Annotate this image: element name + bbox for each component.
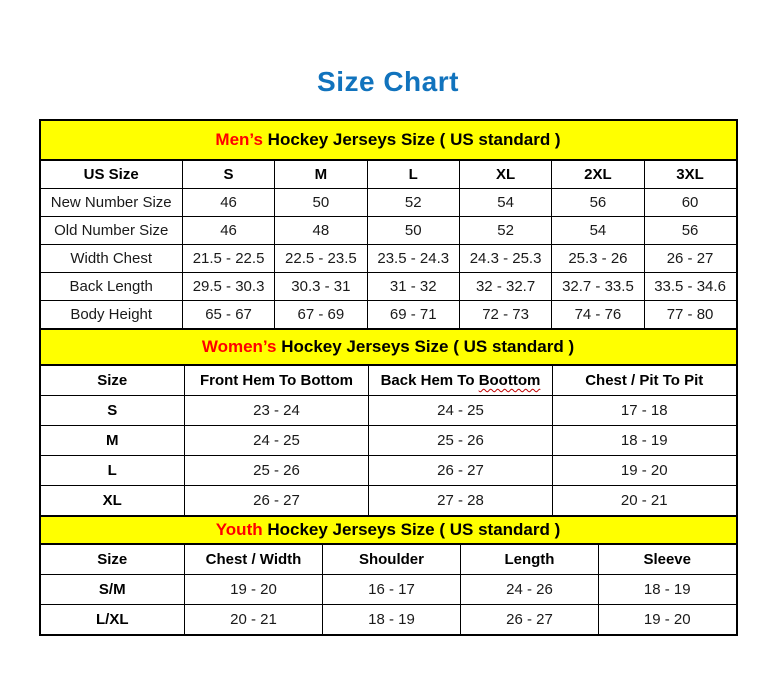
men-data-row [40, 245, 737, 273]
data-cell: 60 [644, 189, 736, 217]
data-cell: 46 [182, 189, 274, 217]
data-cell: 26 - 27 [644, 245, 736, 273]
data-cell: 46 [182, 217, 274, 245]
womens-banner-highlight: Women’s [201, 337, 277, 356]
data-cell: 31 - 32 [367, 273, 459, 301]
womens-banner-row [40, 329, 737, 365]
men-column-header-row [40, 160, 737, 189]
column-header: Front Hem To Bottom [184, 365, 368, 396]
mens-banner-highlight: Men’s [215, 130, 263, 149]
data-cell: 18 - 19 [552, 426, 736, 456]
youth-banner-highlight: Youth [215, 520, 263, 539]
data-cell: 23 - 24 [184, 396, 368, 426]
data-cell: 65 - 67 [182, 301, 274, 330]
youth-banner [40, 516, 737, 544]
youth-banner-text: Hockey Jerseys Size ( US standard ) [262, 520, 561, 539]
data-cell: 48 [275, 217, 367, 245]
mens-banner [40, 120, 737, 160]
mens-banner-text: Hockey Jerseys Size ( US standard ) [262, 130, 561, 149]
row-label: S/M [40, 575, 185, 605]
column-header: M [275, 160, 367, 189]
women-data-row [40, 426, 737, 456]
men-data-row [40, 273, 737, 301]
youth-banner-row [40, 516, 737, 544]
data-cell: 56 [552, 189, 644, 217]
column-header: XL [459, 160, 551, 189]
row-label: Body Height [40, 301, 183, 330]
data-cell: 23.5 - 24.3 [367, 245, 459, 273]
column-header: Size [40, 365, 185, 396]
data-cell: 24 - 25 [368, 396, 552, 426]
row-label: Back Length [40, 273, 183, 301]
data-cell: 17 - 18 [552, 396, 736, 426]
column-header [368, 365, 552, 396]
data-cell: 50 [275, 189, 367, 217]
data-cell: 19 - 20 [552, 456, 736, 486]
row-label: L [40, 456, 185, 486]
data-cell: 25 - 26 [184, 456, 368, 486]
data-cell: 22.5 - 23.5 [275, 245, 367, 273]
data-cell: 25.3 - 26 [552, 245, 644, 273]
data-cell: 56 [644, 217, 736, 245]
youth-data-row [40, 605, 737, 636]
data-cell: 52 [459, 217, 551, 245]
column-header: 2XL [552, 160, 644, 189]
row-label: M [40, 426, 185, 456]
size-chart-page [0, 66, 776, 636]
data-cell: 54 [552, 217, 644, 245]
size-chart [39, 119, 738, 636]
data-cell: 21.5 - 22.5 [182, 245, 274, 273]
data-cell: 18 - 19 [598, 575, 736, 605]
data-cell: 20 - 21 [552, 486, 736, 517]
data-cell: 16 - 17 [322, 575, 460, 605]
row-label: XL [40, 486, 185, 517]
data-cell: 74 - 76 [552, 301, 644, 330]
row-label: Old Number Size [40, 217, 183, 245]
youth-data-row [40, 575, 737, 605]
page-title: Size Chart [317, 66, 459, 97]
column-header: Shoulder [322, 544, 460, 575]
womens-banner [40, 329, 737, 365]
data-cell: 26 - 27 [460, 605, 598, 636]
column-header-text: Back Hem To [380, 372, 479, 389]
data-cell: 27 - 28 [368, 486, 552, 517]
men-data-row [40, 217, 737, 245]
data-cell: 72 - 73 [459, 301, 551, 330]
womens-size-table [39, 328, 738, 517]
women-data-row [40, 396, 737, 426]
column-header: 3XL [644, 160, 736, 189]
data-cell: 30.3 - 31 [275, 273, 367, 301]
data-cell: 26 - 27 [184, 486, 368, 517]
column-header: Length [460, 544, 598, 575]
data-cell: 33.5 - 34.6 [644, 273, 736, 301]
data-cell: 50 [367, 217, 459, 245]
data-cell: 19 - 20 [598, 605, 736, 636]
column-header: L [367, 160, 459, 189]
column-header: Chest / Width [184, 544, 322, 575]
data-cell: 18 - 19 [322, 605, 460, 636]
mens-banner-row [40, 120, 737, 160]
youth-size-table [39, 515, 738, 636]
row-label: Width Chest [40, 245, 183, 273]
women-column-header-row [40, 365, 737, 396]
column-header: Size [40, 544, 185, 575]
column-header: S [182, 160, 274, 189]
data-cell: 24 - 26 [460, 575, 598, 605]
men-data-row [40, 189, 737, 217]
row-label: S [40, 396, 185, 426]
column-header: US Size [40, 160, 183, 189]
data-cell: 26 - 27 [368, 456, 552, 486]
women-data-row [40, 456, 737, 486]
data-cell: 32.7 - 33.5 [552, 273, 644, 301]
data-cell: 19 - 20 [184, 575, 322, 605]
misspelled-word: Boottom [478, 372, 541, 389]
column-header: Sleeve [598, 544, 736, 575]
men-data-row [40, 301, 737, 330]
mens-size-table [39, 119, 738, 330]
data-cell: 25 - 26 [368, 426, 552, 456]
data-cell: 29.5 - 30.3 [182, 273, 274, 301]
data-cell: 69 - 71 [367, 301, 459, 330]
women-data-row [40, 486, 737, 517]
data-cell: 52 [367, 189, 459, 217]
data-cell: 32 - 32.7 [459, 273, 551, 301]
data-cell: 67 - 69 [275, 301, 367, 330]
data-cell: 54 [459, 189, 551, 217]
row-label: New Number Size [40, 189, 183, 217]
data-cell: 24 - 25 [184, 426, 368, 456]
row-label: L/XL [40, 605, 185, 636]
youth-column-header-row [40, 544, 737, 575]
column-header: Chest / Pit To Pit [552, 365, 736, 396]
womens-banner-text: Hockey Jerseys Size ( US standard ) [276, 337, 575, 356]
data-cell: 20 - 21 [184, 605, 322, 636]
data-cell: 77 - 80 [644, 301, 736, 330]
data-cell: 24.3 - 25.3 [459, 245, 551, 273]
